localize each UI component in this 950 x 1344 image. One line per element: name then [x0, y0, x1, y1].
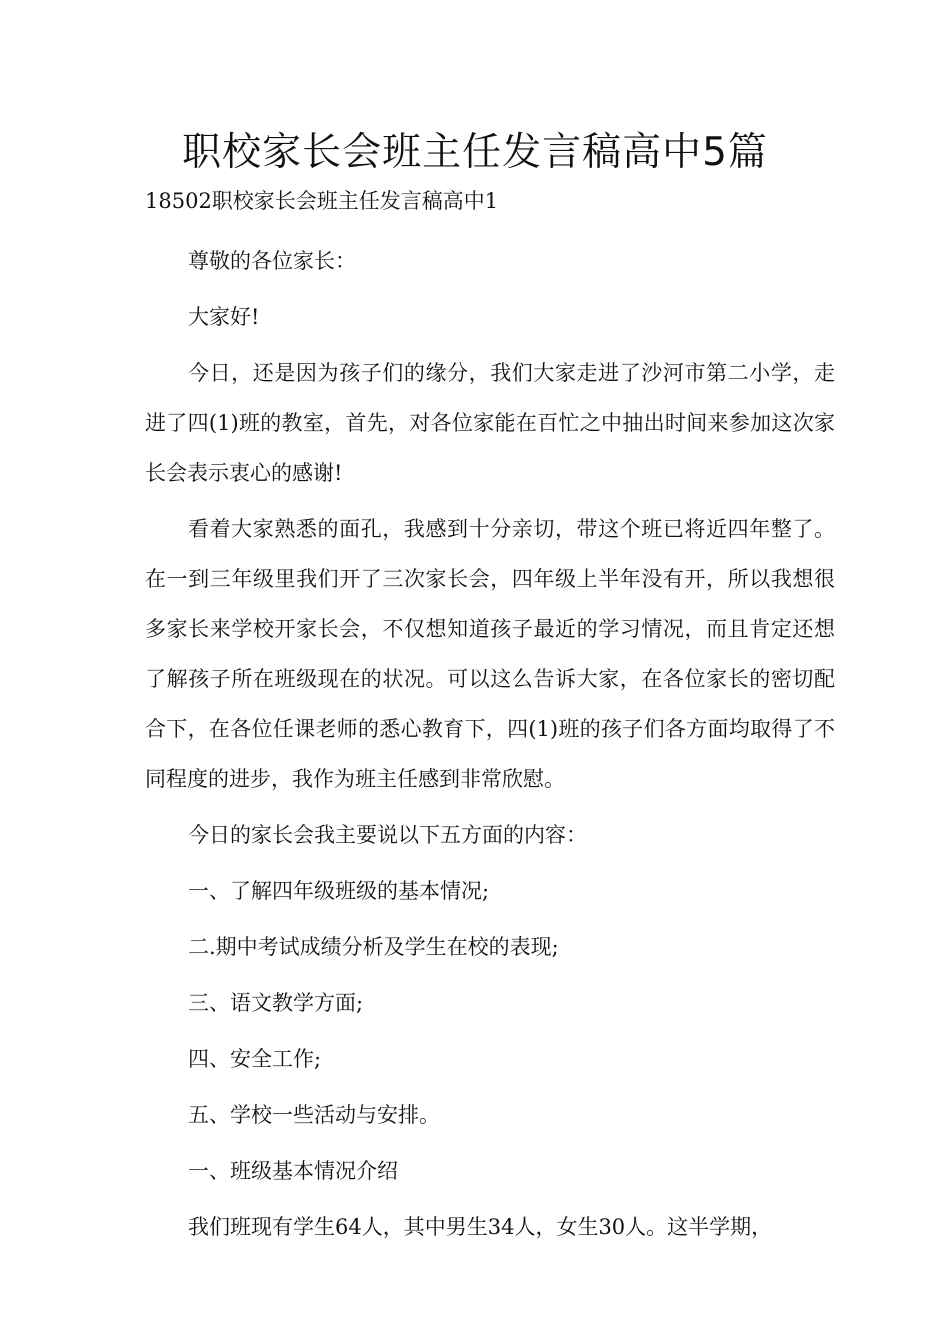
agenda-item-4: 四、安全工作; — [188, 1047, 322, 1071]
document-body — [145, 236, 835, 1258]
paragraph-hello: 大家好! — [188, 305, 260, 329]
section-heading-class-info: 一、班级基本情况介绍 — [188, 1159, 398, 1183]
document-title: 职校家长会班主任发言稿高中5篇 — [182, 130, 768, 175]
agenda-item-3: 三、语文教学方面; — [188, 991, 364, 1015]
paragraph-class-stats: 我们班现有学生64人，其中男生34人，女生30人。这半学期， — [188, 1215, 773, 1239]
paragraph-thanks: 今日，还是因为孩子们的缘分，我们大家走进了沙河市第二小学，走进了四(1)班的教室，首先，对各位家能在百忙之中抽出时间来参加这次家长会表示衷心的感谢! — [145, 361, 835, 485]
paragraph-agenda-intro: 今日的家长会我主要说以下五方面的内容： — [188, 823, 587, 847]
agenda-item-5: 五、学校一些活动与安排。 — [188, 1103, 440, 1127]
document-subtitle: 18502职校家长会班主任发言稿高中1 — [145, 189, 499, 213]
agenda-item-2: 二.期中考试成绩分析及学生在校的表现; — [188, 935, 559, 959]
agenda-item-1: 一、了解四年级班级的基本情况; — [188, 879, 490, 903]
paragraph-class-overview: 看着大家熟悉的面孔，我感到十分亲切，带这个班已将近四年整了。在一到三年级里我们开了三次家长会，四年级上半年没有开，所以我想很多家长来学校开家长会，不仅想知道孩子最近的学习情况，而且肯定还想了解孩子所在班级现在的状况。可以这么告诉大家，在各位家长的密切配合下，在各位任课老师的悉心教育下，四(1)班的孩子们各方面均取得了不同程度的进步，我作为班主任感到非常欣慰。 — [145, 517, 835, 791]
paragraph-greeting: 尊敬的各位家长： — [188, 249, 356, 273]
